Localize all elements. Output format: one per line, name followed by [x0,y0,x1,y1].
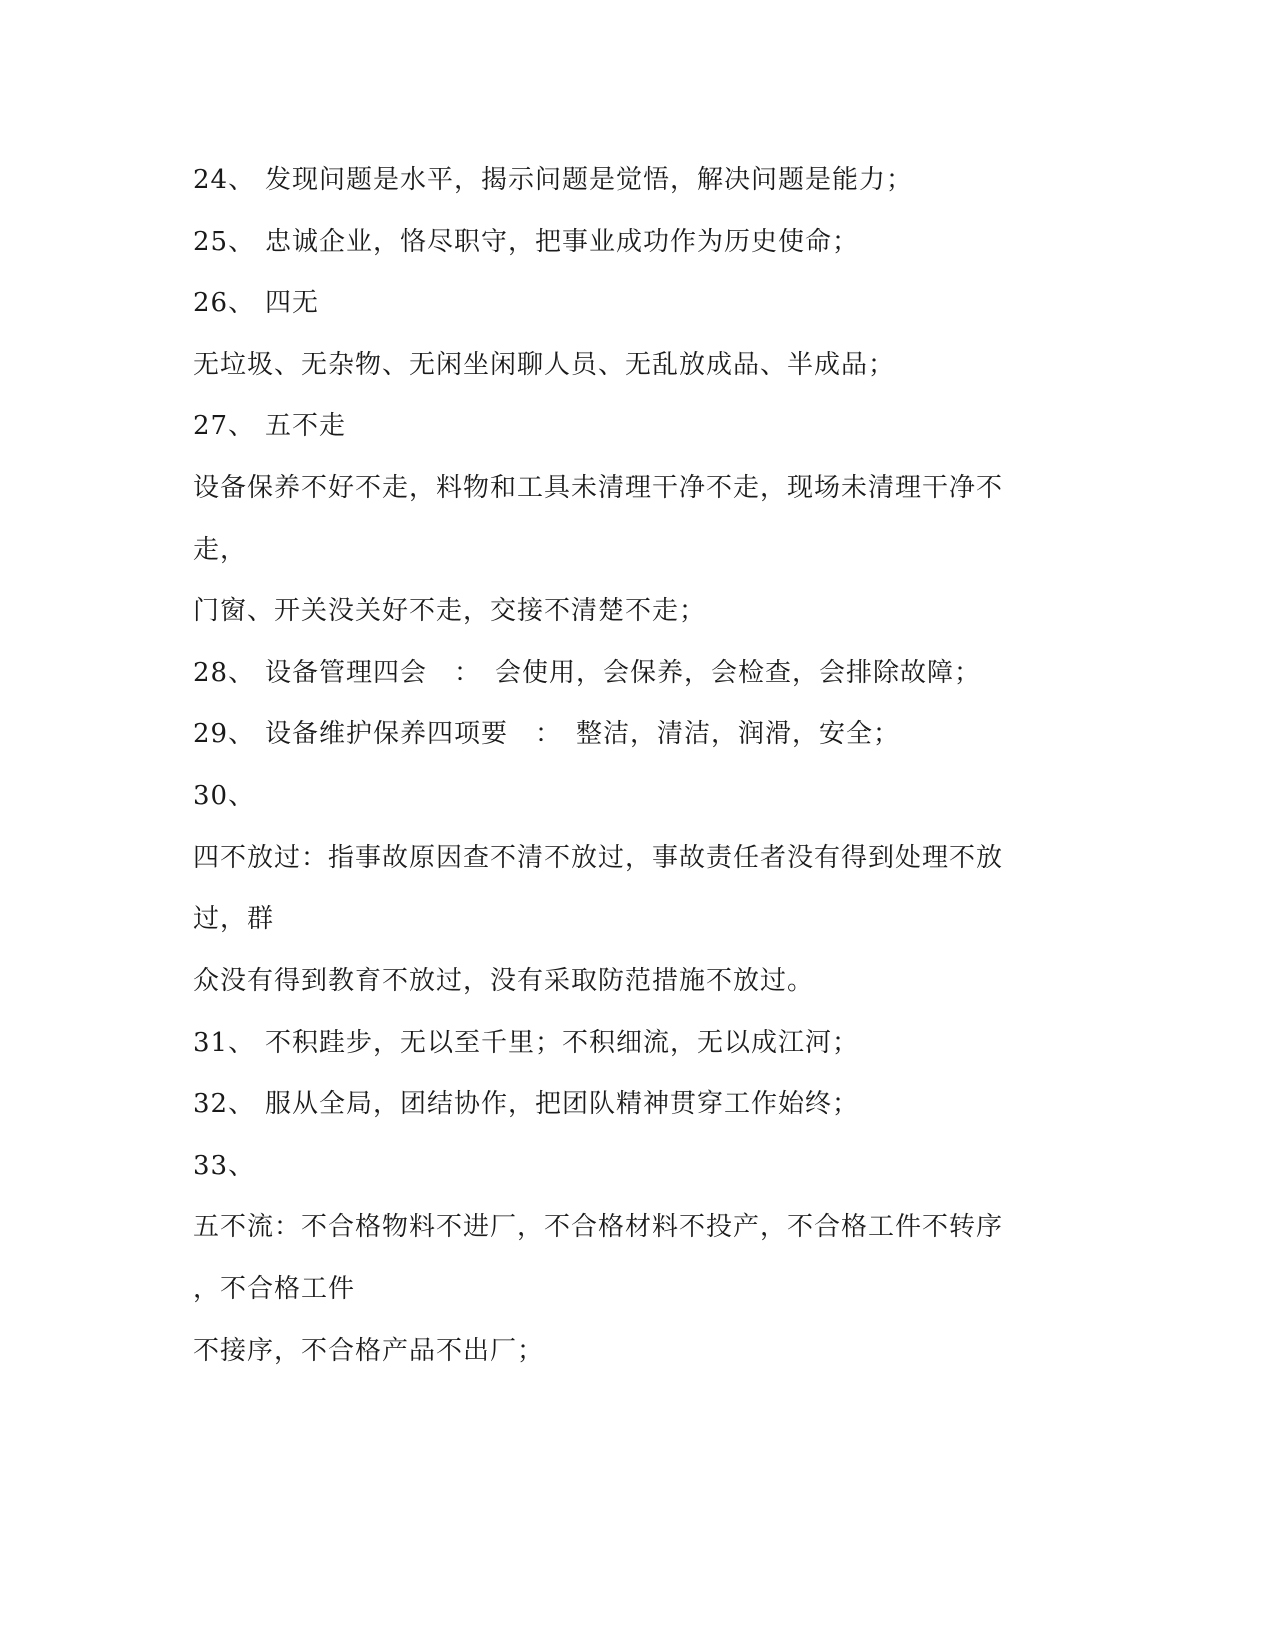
item-text: 忠诚企业，恪尽职守，把事业成功作为历史使命； [265,227,860,257]
item-number: 30、 [193,781,256,811]
item-text: 设备保养不好不走，料物和工具未清理干净不走，现场未清理干净不 [193,473,1004,503]
item-number: 33、 [193,1151,256,1181]
text-line [193,1088,859,1120]
item-text: 五不流：不合格物料不进厂，不合格材料不投产，不合格工件不转序 [193,1212,1004,1242]
item-text: 发现问题是水平，揭示问题是觉悟，解决问题是能力； [265,165,914,195]
item-text: 四无 [265,288,320,318]
item-number: 27、 [193,411,256,441]
text-line [193,780,265,812]
item-number: 29、 [193,719,256,749]
text-line [193,472,1003,504]
item-text: 走， [193,535,248,565]
item-text: 设备维护保养四项要 ： 整洁，清洁，润滑，安全； [265,719,901,749]
text-line [193,718,900,750]
item-number: 31、 [193,1028,256,1058]
item-text: 设备管理四会 ： 会使用，会保养，会检查，会排除故障； [265,658,982,688]
text-line [193,349,895,381]
item-text: 四不放过：指事故原因查不清不放过，事故责任者没有得到处理不放 [193,843,1004,873]
text-line [193,657,981,689]
item-number: 26、 [193,288,256,318]
item-text: ，不合格工件 [193,1274,356,1304]
item-text: 无垃圾、无杂物、无闲坐闲聊人员、无乱放成品、半成品； [193,350,896,380]
text-line [193,1211,1003,1243]
item-text: 过，群 [193,904,275,934]
item-number: 28、 [193,658,256,688]
text-line [193,410,346,442]
item-text: 五不走 [265,411,347,441]
text-line [193,1027,859,1059]
text-line [193,1273,355,1305]
item-number: 25、 [193,227,256,257]
text-line [193,534,247,566]
text-line [193,164,913,196]
text-line [193,595,706,627]
item-number: 32、 [193,1089,256,1119]
text-line [193,965,814,997]
text-line [193,1150,265,1182]
item-text: 门窗、开关没关好不走，交接不清楚不走； [193,596,707,626]
text-line [193,287,319,319]
text-line [193,226,859,258]
text-line [193,1335,544,1367]
text-line [193,903,274,935]
item-text: 服从全局，团结协作，把团队精神贯穿工作始终； [265,1089,860,1119]
text-line [193,842,1003,874]
item-text: 不接序，不合格产品不出厂； [193,1336,545,1366]
item-number: 24、 [193,165,256,195]
item-text: 不积跬步，无以至千里；不积细流，无以成江河； [265,1028,860,1058]
item-text: 众没有得到教育不放过，没有采取防范措施不放过。 [193,966,815,996]
